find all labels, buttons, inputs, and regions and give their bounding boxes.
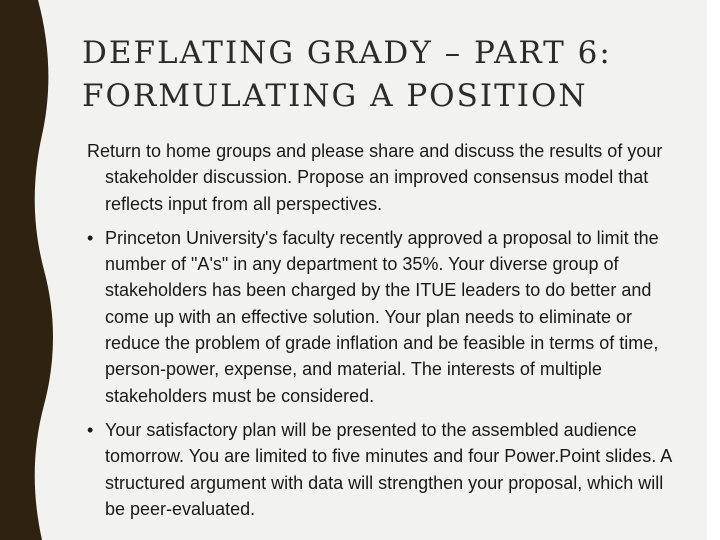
intro-paragraph: Return to home groups and please share and discuss the results of your stakeholder discussion. Propose an improved consensus model that reflects input from all perspectives.: [87, 141, 663, 214]
bullet-text: Princeton University's faculty recently approved a proposal to limit the number of "A's" in any department to 35%. Your diverse group of stakeholders has been charged by the ITUE leaders to do better and come up with an effective solution. Your plan needs to eliminate or reduce the problem of grade inflation and be feasible in terms of time, person-power, expense, and material. The interests of multiple stakeholders must be considered.: [105, 227, 659, 406]
slide-title: [82, 32, 682, 118]
bullet-list: [87, 225, 687, 522]
bullet-icon: •: [87, 419, 94, 440]
bullet-icon: •: [87, 227, 94, 248]
bullet-item: [87, 417, 687, 522]
bullet-item: [87, 225, 687, 409]
right-edge-strip: [707, 0, 720, 540]
wavy-band-shape: [0, 0, 53, 540]
bullet-text: Your satisfactory plan will be presented to the assembled audience tomorrow. You are limited to five minutes and four Power.Point slides. A structured argument with data will strengthen your proposal, which will be peer-evaluated.: [105, 419, 672, 519]
slide-body: [87, 138, 687, 522]
title-line-2: FORMULATING A POSITION: [82, 78, 588, 114]
wavy-left-band: [0, 0, 60, 540]
title-line-1: DEFLATING GRADY – PART 6:: [82, 35, 612, 71]
